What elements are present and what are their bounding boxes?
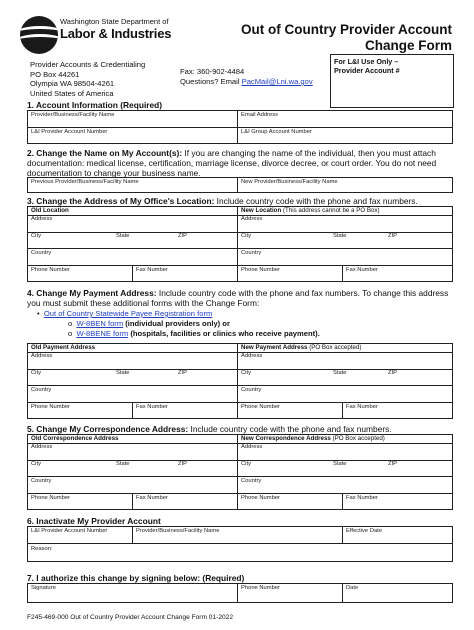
- new-zip-field[interactable]: ZIP: [388, 233, 398, 239]
- new-fax-field[interactable]: Fax Number: [346, 495, 378, 501]
- new-correspondence-label: New Correspondence Address (PO Box accepted): [241, 435, 385, 442]
- old-phone-field[interactable]: Phone Number: [31, 495, 70, 501]
- li-logo: [20, 16, 58, 54]
- new-phone-field[interactable]: Phone Number: [241, 495, 280, 501]
- w8ben-note: (individual providers only) or: [123, 319, 230, 328]
- old-state-field[interactable]: State: [116, 233, 130, 239]
- new-payment-label: New Payment Address (PO Box accepted): [241, 344, 362, 351]
- bullet-w8bene: [68, 329, 320, 338]
- payee-registration-link[interactable]: Out of Country Statewide Payee Registration form: [43, 309, 213, 318]
- old-state-field[interactable]: State: [116, 370, 130, 376]
- questions-email: [180, 77, 313, 86]
- bullet-payee-form: [37, 309, 212, 318]
- old-address-field[interactable]: Address: [31, 353, 53, 359]
- provider-account-field[interactable]: L&I Provider Account Number: [31, 129, 108, 135]
- old-address-field[interactable]: Address: [31, 216, 53, 222]
- new-city-field[interactable]: City: [241, 370, 251, 376]
- old-fax-field[interactable]: Fax Number: [136, 495, 168, 501]
- section2-heading: 2. Change the Name on My Account(s): If you are changing the name of the individual, then you must attach documentation: medical license, certification, marriage license, divorce decree, or court order. You do not need documentation to change your business name.: [27, 148, 437, 178]
- section5-heading: 5. Change My Correspondence Address: Include country code with the phone and fax numbers.: [27, 424, 392, 434]
- section5-table: [27, 434, 453, 510]
- section7-heading: 7. I authorize this change by signing below: (Required): [27, 573, 245, 583]
- fax-number: Fax: 360-902-4484: [180, 67, 245, 76]
- old-address-field[interactable]: Address: [31, 444, 53, 450]
- new-address-field[interactable]: Address: [241, 216, 263, 222]
- signature-field[interactable]: Signature: [31, 585, 56, 591]
- old-location-label: Old Location: [31, 207, 69, 214]
- old-country-field[interactable]: Country: [31, 478, 52, 484]
- old-city-field[interactable]: City: [31, 370, 41, 376]
- address-line: PO Box 44261: [30, 69, 80, 79]
- new-phone-field[interactable]: Phone Number: [241, 267, 280, 273]
- old-phone-field[interactable]: Phone Number: [31, 267, 70, 273]
- old-country-field[interactable]: Country: [31, 250, 52, 256]
- form-title-line2: Change Form: [364, 38, 452, 53]
- email-link[interactable]: PacMail@Lni.wa.gov: [241, 77, 313, 86]
- new-location-label: New Location (This address cannot be a PO Box): [241, 207, 380, 214]
- old-phone-field[interactable]: Phone Number: [31, 404, 70, 410]
- section7-table: [27, 583, 453, 603]
- email-address-field[interactable]: Email Address: [241, 112, 279, 118]
- old-zip-field[interactable]: ZIP: [178, 461, 188, 467]
- section1-heading: 1. Account Information (Required): [27, 100, 163, 110]
- signature-phone-field[interactable]: Phone Number: [241, 585, 280, 591]
- new-address-field[interactable]: Address: [241, 353, 263, 359]
- provider-name-field[interactable]: Provider/Business/Facility Name: [31, 112, 115, 118]
- new-phone-field[interactable]: Phone Number: [241, 404, 280, 410]
- new-address-field[interactable]: Address: [241, 444, 263, 450]
- old-zip-field[interactable]: ZIP: [178, 370, 188, 376]
- agency-name-line2: Labor & Industries: [60, 26, 172, 41]
- address-line: Olympia WA 98504-4261: [30, 79, 115, 88]
- new-state-field[interactable]: State: [333, 233, 347, 239]
- inactivate-account-field[interactable]: L&I Provider Account Number: [31, 528, 108, 534]
- new-city-field[interactable]: City: [241, 461, 251, 467]
- w8bene-link[interactable]: W-8BENE form: [76, 329, 129, 338]
- group-account-field[interactable]: L&I Group Account Number: [241, 129, 312, 135]
- new-zip-field[interactable]: ZIP: [388, 370, 398, 376]
- section1-table: [27, 110, 453, 144]
- li-use-label: For L&I Use Only –: [334, 57, 399, 66]
- old-fax-field[interactable]: Fax Number: [136, 404, 168, 410]
- section2-table: [27, 177, 453, 193]
- old-city-field[interactable]: City: [31, 233, 41, 239]
- old-fax-field[interactable]: Fax Number: [136, 267, 168, 273]
- new-country-field[interactable]: Country: [241, 250, 262, 256]
- reason-field[interactable]: Reason:: [31, 546, 53, 552]
- new-fax-field[interactable]: Fax Number: [346, 267, 378, 273]
- old-country-field[interactable]: Country: [31, 387, 52, 393]
- bullet-dot-icon: •: [37, 309, 44, 318]
- old-payment-label: Old Payment Address: [31, 344, 96, 351]
- section4-heading: 4. Change My Payment Address: Include country code with the phone and fax numbers. To change this address you must submit these additional forms with the Change Form:: [27, 288, 449, 308]
- new-zip-field[interactable]: ZIP: [388, 461, 398, 467]
- w8bene-note: (hospitals, facilities or clinics who receive payment).: [128, 329, 320, 338]
- new-name-field[interactable]: New Provider/Business/Facility Name: [241, 179, 338, 185]
- bullet-w8ben: [68, 319, 230, 328]
- section4-table: [27, 343, 453, 419]
- mailing-address: [30, 60, 145, 98]
- previous-name-field[interactable]: Previous Provider/Business/Facility Name: [31, 179, 139, 185]
- form-title-line1: Out of Country Provider Account: [240, 22, 452, 37]
- new-city-field[interactable]: City: [241, 233, 251, 239]
- w8ben-link[interactable]: W-8BEN form: [76, 319, 124, 328]
- new-state-field[interactable]: State: [333, 370, 347, 376]
- inactivate-name-field[interactable]: Provider/Business/Facility Name: [136, 528, 220, 534]
- section6-table: [27, 526, 453, 562]
- new-country-field[interactable]: Country: [241, 478, 262, 484]
- section3-table: [27, 206, 453, 282]
- questions-label: Questions? Email: [180, 77, 242, 86]
- agency-name-line1: Washington State Department of: [60, 17, 169, 26]
- new-fax-field[interactable]: Fax Number: [346, 404, 378, 410]
- bullet-circle-icon: o: [68, 329, 77, 338]
- effective-date-field[interactable]: Effective Date: [346, 528, 382, 534]
- address-line: Provider Accounts & Credentialing: [30, 60, 146, 69]
- form-footer: F245-469-000 Out of Country Provider Account Change Form 01-2022: [27, 614, 233, 621]
- section6-heading: 6. Inactivate My Provider Account: [27, 516, 161, 526]
- old-correspondence-label: Old Correspondence Address: [31, 435, 119, 442]
- section3-heading: 3. Change the Address of My Office's Location: Include country code with the phone and fax numbers.: [27, 196, 418, 206]
- old-city-field[interactable]: City: [31, 461, 41, 467]
- old-state-field[interactable]: State: [116, 461, 130, 467]
- bullet-circle-icon: o: [68, 319, 77, 328]
- address-line: United States of America: [30, 88, 114, 98]
- old-zip-field[interactable]: ZIP: [178, 233, 188, 239]
- provider-account-label: Provider Account #: [334, 66, 400, 75]
- new-state-field[interactable]: State: [333, 461, 347, 467]
- new-country-field[interactable]: Country: [241, 387, 262, 393]
- signature-date-field[interactable]: Date: [346, 585, 359, 591]
